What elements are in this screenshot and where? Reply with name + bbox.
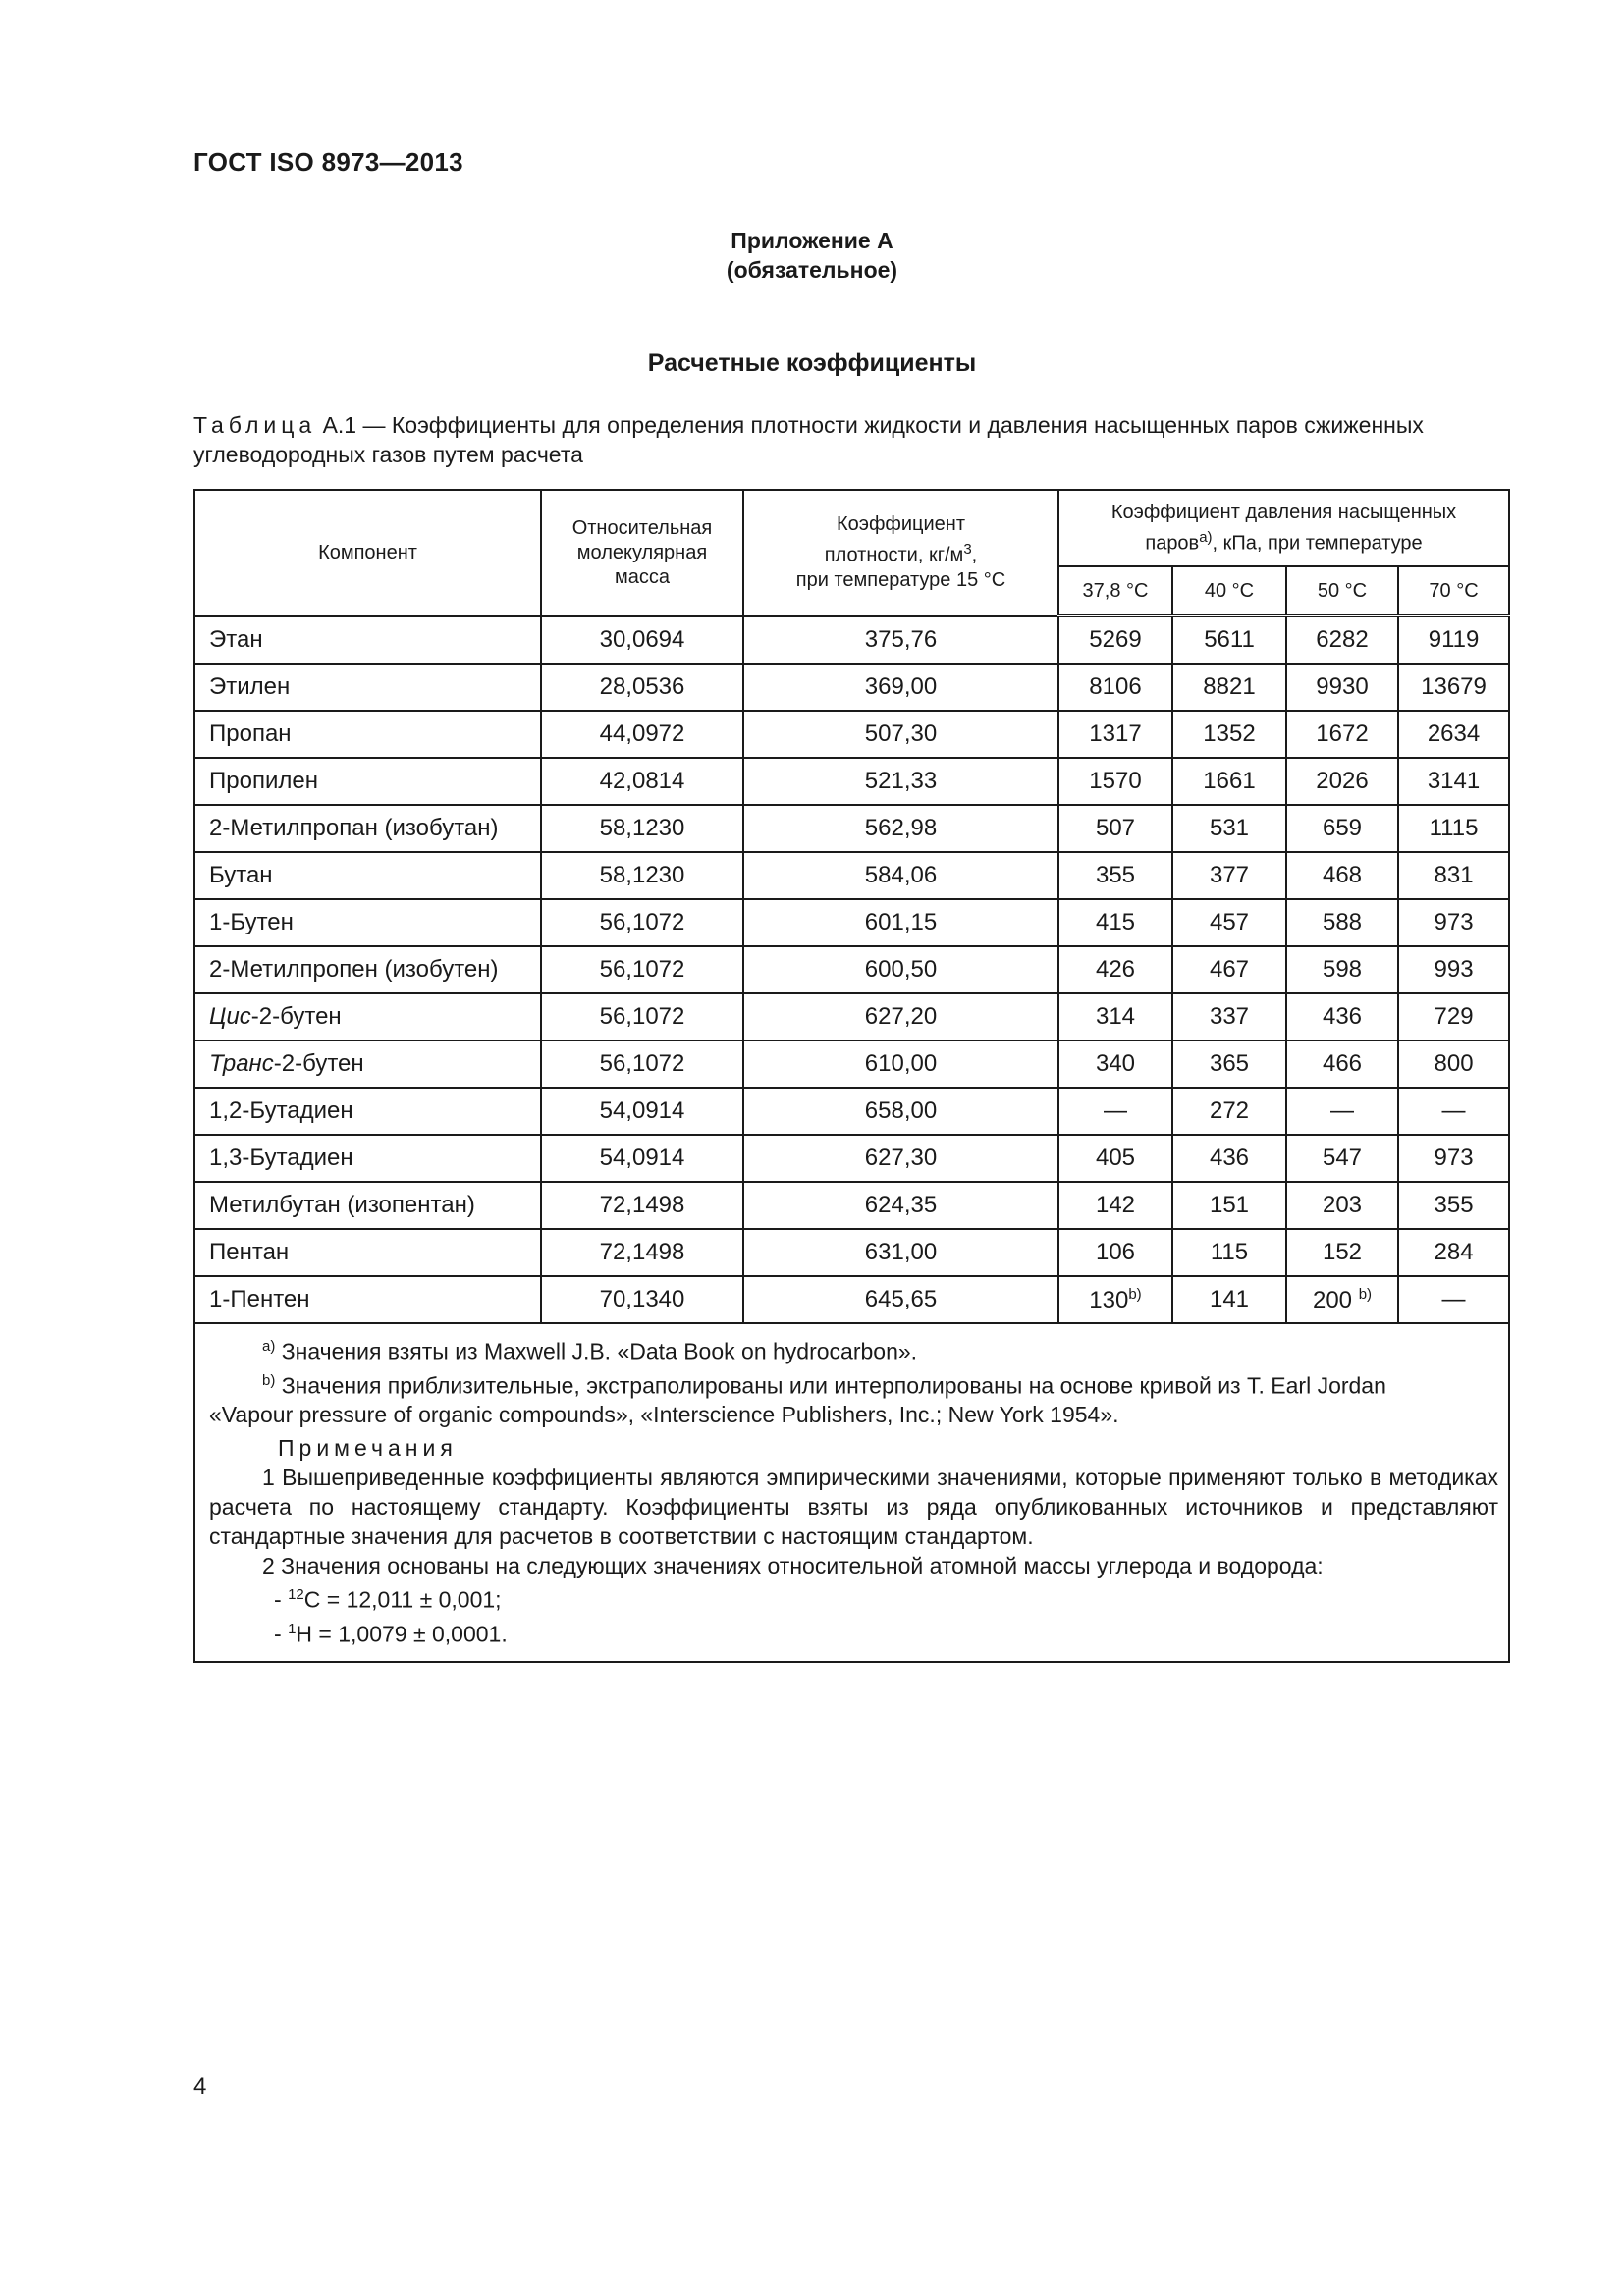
footnote-a: $^{а)}$ Значения взяты из Maxwell J.B. «Data Book on hydrocarbon».	[262, 1338, 918, 1364]
page-number: 4	[193, 2073, 207, 2100]
cell-pressure: 130$^{b)}$	[1058, 1276, 1172, 1323]
cell-pressure: —	[1286, 1088, 1398, 1135]
cell-pressure: 314	[1058, 993, 1172, 1041]
cell-pressure: 729	[1398, 993, 1509, 1041]
table-row	[194, 1135, 1509, 1182]
cell-mass: 56,1072	[541, 1041, 743, 1088]
table-caption-text: А.1 — Коэффициенты для определения плотности жидкости и давления насыщенных паров сжиженных углеводородных газов путем расчета	[193, 412, 1424, 467]
cell-mass: 42,0814	[541, 758, 743, 805]
header-component: Компонент	[194, 490, 541, 616]
cell-density: 624,35	[743, 1182, 1058, 1229]
cell-component: Метилбутан (изопентан)	[194, 1182, 541, 1229]
cell-density: 645,65	[743, 1276, 1058, 1323]
cell-pressure: 436	[1172, 1135, 1286, 1182]
cell-density: 375,76	[743, 616, 1058, 665]
annex-title: Приложение А	[731, 228, 893, 253]
cell-mass: 56,1072	[541, 899, 743, 946]
cell-mass: 54,0914	[541, 1088, 743, 1135]
cell-pressure: 377	[1172, 852, 1286, 899]
note-2: 2 Значения основаны на следующих значениях относительной атомной массы углерода и водорода:	[262, 1553, 1324, 1579]
cell-pressure: 588	[1286, 899, 1398, 946]
table-notes	[194, 1323, 1509, 1662]
cell-component: Бутан	[194, 852, 541, 899]
cell-pressure: 405	[1058, 1135, 1172, 1182]
cell-pressure: 142	[1058, 1182, 1172, 1229]
coefficients-table	[193, 489, 1510, 1663]
cell-density: 507,30	[743, 711, 1058, 758]
header-temp-70: 70 °С	[1398, 566, 1509, 616]
cell-pressure: 284	[1398, 1229, 1509, 1276]
table-notes-row	[194, 1323, 1509, 1662]
cell-pressure: 466	[1286, 1041, 1398, 1088]
annex-status: (обязательное)	[726, 257, 898, 283]
footnote-b-continued: «Vapour pressure of organic compounds», «Interscience Publishers, Inc.; New York 1954».	[209, 1402, 1119, 1428]
cell-mass: 54,0914	[541, 1135, 743, 1182]
cell-mass: 58,1230	[541, 852, 743, 899]
cell-mass: 72,1498	[541, 1229, 743, 1276]
cell-pressure: 457	[1172, 899, 1286, 946]
cell-component: Пропилен	[194, 758, 541, 805]
cell-pressure: 659	[1286, 805, 1398, 852]
cell-mass: 56,1072	[541, 946, 743, 993]
cell-density: 601,15	[743, 899, 1058, 946]
header-density-coefficient: Коэффициент плотности, $кг/м^3$, при температуре 15 °С	[743, 490, 1058, 616]
cell-density: 627,30	[743, 1135, 1058, 1182]
cell-component: Пропан	[194, 711, 541, 758]
cell-pressure: 5611	[1172, 616, 1286, 665]
cell-pressure: —	[1058, 1088, 1172, 1135]
table-row	[194, 1276, 1509, 1323]
cell-pressure: 5269	[1058, 616, 1172, 665]
footnote-b: $^{b)}$ Значения приблизительные, экстраполированы или интерполированы на основе кривой из T. Earl Jordan	[262, 1371, 1386, 1399]
cell-pressure: 200 $^{b)}$	[1286, 1276, 1398, 1323]
cell-density: 627,20	[743, 993, 1058, 1041]
cell-pressure: 436	[1286, 993, 1398, 1041]
cell-pressure: 1661	[1172, 758, 1286, 805]
cell-pressure: 1317	[1058, 711, 1172, 758]
table-row	[194, 946, 1509, 993]
cell-pressure: 1115	[1398, 805, 1509, 852]
cell-component: 1-Бутен	[194, 899, 541, 946]
cell-mass: 58,1230	[541, 805, 743, 852]
cell-density: 610,00	[743, 1041, 1058, 1088]
header-temp-37-8: 37,8 °С	[1058, 566, 1172, 616]
cell-pressure: 2026	[1286, 758, 1398, 805]
cell-mass: 44,0972	[541, 711, 743, 758]
cell-density: 369,00	[743, 664, 1058, 711]
cell-density: 600,50	[743, 946, 1058, 993]
table-row	[194, 852, 1509, 899]
table-row	[194, 711, 1509, 758]
cell-pressure: 800	[1398, 1041, 1509, 1088]
cell-component: 1-Пентен	[194, 1276, 541, 1323]
header-pressure-coefficient: Коэффициент давления насыщенных паров$^{а)}$, кПа, при температуре	[1058, 490, 1509, 566]
cell-pressure: 337	[1172, 993, 1286, 1041]
cell-pressure: 115	[1172, 1229, 1286, 1276]
formula-carbon: - $^{12}$С = 12,011 ± 0,001;	[274, 1586, 502, 1613]
cell-pressure: 426	[1058, 946, 1172, 993]
cell-pressure: 598	[1286, 946, 1398, 993]
header-temp-40: 40 °С	[1172, 566, 1286, 616]
cell-density: 521,33	[743, 758, 1058, 805]
table-row	[194, 616, 1509, 665]
cell-pressure: 3141	[1398, 758, 1509, 805]
cell-pressure: 152	[1286, 1229, 1398, 1276]
cell-mass: 28,0536	[541, 664, 743, 711]
cell-mass: 72,1498	[541, 1182, 743, 1229]
cell-pressure: 151	[1172, 1182, 1286, 1229]
cell-pressure: 8821	[1172, 664, 1286, 711]
cell-pressure: 1672	[1286, 711, 1398, 758]
cell-pressure: —	[1398, 1276, 1509, 1323]
table-row	[194, 758, 1509, 805]
cell-pressure: 1570	[1058, 758, 1172, 805]
cell-density: 584,06	[743, 852, 1058, 899]
header-molecular-mass: Относительная молекулярная масса	[541, 490, 743, 616]
cell-component: Цис-2-бутен	[194, 993, 541, 1041]
cell-density: 562,98	[743, 805, 1058, 852]
cell-pressure: 831	[1398, 852, 1509, 899]
cell-pressure: 106	[1058, 1229, 1172, 1276]
cell-pressure: 468	[1286, 852, 1398, 899]
cell-pressure: 141	[1172, 1276, 1286, 1323]
cell-component: Этилен	[194, 664, 541, 711]
table-caption	[193, 410, 1509, 469]
cell-density: 631,00	[743, 1229, 1058, 1276]
cell-component: 2-Метилпропан (изобутан)	[194, 805, 541, 852]
cell-pressure: 2634	[1398, 711, 1509, 758]
cell-component: 1,2-Бутадиен	[194, 1088, 541, 1135]
cell-mass: 56,1072	[541, 993, 743, 1041]
cell-pressure: 13679	[1398, 664, 1509, 711]
table-row	[194, 1229, 1509, 1276]
cell-component: 2-Метилпропен (изобутен)	[194, 946, 541, 993]
formula-hydrogen: - $^1$Н = 1,0079 ± 0,0001.	[274, 1620, 508, 1647]
cell-pressure: 415	[1058, 899, 1172, 946]
cell-pressure: 203	[1286, 1182, 1398, 1229]
notes-heading: Примечания	[278, 1435, 458, 1462]
cell-component: Пентан	[194, 1229, 541, 1276]
note-1: 1 Вышеприведенные коэффициенты являются эмпирическими значениями, которые применяют только в методиках расчета по настоящему стандарту. Коэффициенты взяты из ряда опубликованных источников и представляют стандартные значения для расчетов в соответствии с настоящим стандартом.	[209, 1465, 1499, 1550]
cell-component: 1,3-Бутадиен	[194, 1135, 541, 1182]
cell-pressure: 973	[1398, 899, 1509, 946]
cell-pressure: 9930	[1286, 664, 1398, 711]
cell-pressure: 355	[1058, 852, 1172, 899]
table-caption-label: Таблица	[193, 412, 317, 438]
cell-pressure: 272	[1172, 1088, 1286, 1135]
document-code: ГОСТ ISO 8973—2013	[193, 147, 463, 177]
cell-pressure: 507	[1058, 805, 1172, 852]
cell-density: 658,00	[743, 1088, 1058, 1135]
table-row	[194, 805, 1509, 852]
table-row	[194, 1041, 1509, 1088]
table-row	[194, 993, 1509, 1041]
cell-mass: 30,0694	[541, 616, 743, 665]
cell-component: Этан	[194, 616, 541, 665]
cell-pressure: 9119	[1398, 616, 1509, 665]
cell-pressure: 467	[1172, 946, 1286, 993]
cell-pressure: 340	[1058, 1041, 1172, 1088]
cell-pressure: 8106	[1058, 664, 1172, 711]
cell-pressure: —	[1398, 1088, 1509, 1135]
table-row	[194, 1088, 1509, 1135]
cell-pressure: 973	[1398, 1135, 1509, 1182]
cell-component: Транс-2-бутен	[194, 1041, 541, 1088]
cell-pressure: 6282	[1286, 616, 1398, 665]
cell-pressure: 993	[1398, 946, 1509, 993]
cell-pressure: 355	[1398, 1182, 1509, 1229]
cell-pressure: 365	[1172, 1041, 1286, 1088]
cell-pressure: 531	[1172, 805, 1286, 852]
cell-pressure: 547	[1286, 1135, 1398, 1182]
cell-pressure: 1352	[1172, 711, 1286, 758]
table-row	[194, 899, 1509, 946]
header-temp-50: 50 °С	[1286, 566, 1398, 616]
section-title: Расчетные коэффициенты	[647, 349, 977, 377]
table-row	[194, 664, 1509, 711]
table-row	[194, 1182, 1509, 1229]
cell-mass: 70,1340	[541, 1276, 743, 1323]
